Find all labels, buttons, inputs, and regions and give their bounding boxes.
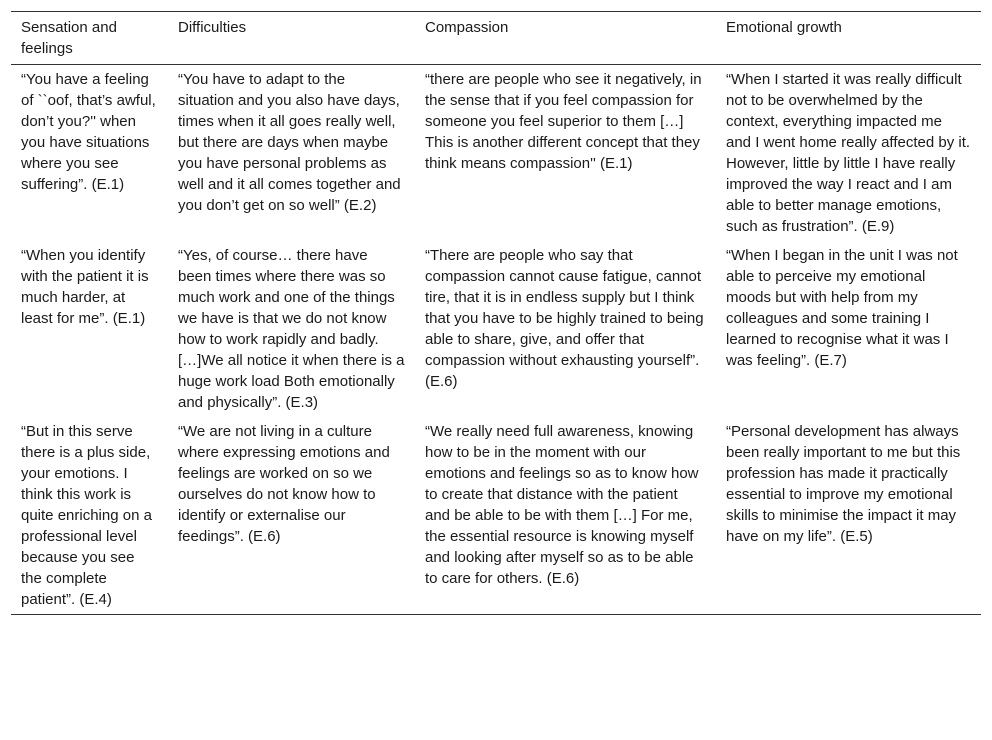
- header-difficulties: Difficulties: [178, 19, 247, 36]
- table-cell: “When I started it was really difficult not to be overwhelmed by the context, everything impacted me and I went home really affected by it. However, little by little I have really improved the way I react and I am able to better manage emotions, such as frustration”. (E.9): [726, 71, 971, 235]
- table-cell: “Yes, of course… there have been times where there was so much work and one of the things we have is that we do not know how to work rapidly and badly. […]We all notice it when there is a huge work load Both emotionally and physically”. (E.3): [178, 247, 405, 411]
- table-cell: “But in this serve there is a plus side, your emotions. I think this work is quite enriching on a professional level because you see the complete patient”. (E.4): [21, 423, 152, 608]
- table-row: [11, 417, 981, 615]
- table-cell: “there are people who see it negatively, in the sense that if you feel compassion for someone you feel superior to them […] This is another different concept that they think means compassion'' (E.1): [425, 71, 702, 172]
- quotes-table-container: [11, 11, 981, 615]
- table-row: [11, 241, 981, 417]
- table-row: [11, 65, 981, 242]
- table-cell: “You have to adapt to the situation and you also have days, times when it all goes really well, but there are days when maybe you have personal problems as well and it all comes together and you don’t get on so well” (E.2): [178, 71, 401, 214]
- table-cell: “You have a feeling of ``oof, that’s awful, don’t you?'' when you have situations where you see suffering”. (E.1): [21, 71, 156, 193]
- header-sensation-and-feelings: Sensation and feelings: [21, 19, 117, 57]
- table-cell: “When you identify with the patient it is much harder, at least for me”. (E.1): [21, 247, 149, 327]
- table-header: [11, 12, 981, 65]
- header-row: [11, 12, 981, 65]
- table-cell: “When I began in the unit I was not able to perceive my emotional moods but with help from my colleagues and some training I learned to recognise what it was I was feeling”. (E.7): [726, 247, 958, 369]
- table-body: [11, 65, 981, 615]
- header-compassion: Compassion: [425, 19, 509, 36]
- table-cell: “We really need full awareness, knowing how to be in the moment with our emotions and feelings so as to know how to create that distance with the patient and be able to be with them […] For me, the essential resource is knowing myself and looking after myself so as to be able to care for others. (E.6): [425, 423, 699, 587]
- table-cell: “We are not living in a culture where expressing emotions and feelings are worked on so we ourselves do not know how to identify or externalise our feedings”. (E.6): [178, 423, 390, 545]
- table-cell: “Personal development has always been really important to me but this profession has made it practically essential to improve my emotional skills to minimise the impact it may have on my life”. (E.5): [726, 423, 961, 545]
- table-cell: “There are people who say that compassion cannot cause fatigue, cannot tire, that it is in endless supply but I think that you have to be highly trained to being able to share, give, and offer that compassion without exhausting yourself”. (E.6): [425, 247, 704, 390]
- header-emotional-growth: Emotional growth: [726, 19, 842, 36]
- quotes-table: [11, 11, 981, 615]
